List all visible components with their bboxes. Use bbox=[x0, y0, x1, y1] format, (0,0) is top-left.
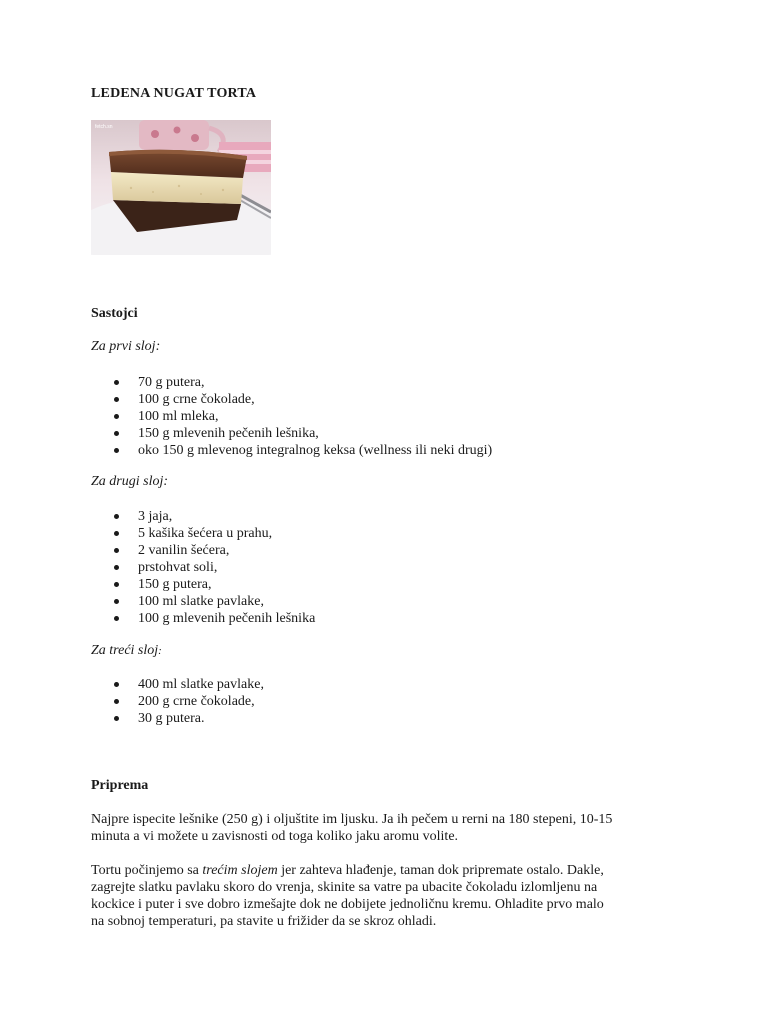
layer-2-ingredients bbox=[91, 508, 315, 627]
list-item: 200 g crne čokolade, bbox=[91, 693, 264, 710]
bullet-icon bbox=[114, 414, 119, 419]
list-item: 150 g putera, bbox=[91, 576, 315, 593]
bullet-icon bbox=[114, 616, 119, 621]
list-item: prstohvat soli, bbox=[91, 559, 315, 576]
preparation-heading: Priprema bbox=[91, 778, 149, 793]
list-item: 150 g mlevenih pečenih lešnika, bbox=[91, 425, 492, 442]
bullet-icon bbox=[114, 599, 119, 604]
layer-2-heading: Za drugi sloj: bbox=[91, 474, 169, 489]
bullet-icon bbox=[114, 397, 119, 402]
list-item: 100 g mlevenih pečenih lešnika bbox=[91, 610, 315, 627]
bullet-icon bbox=[114, 582, 119, 587]
preparation-paragraph-2: Tortu počinjemo sa trećim slojem jer zahteva hlađenje, taman dok pripremate ostalo. Dakle, zagrejte slatku pavlaku skoro do vrenja, skinite sa vatre pa ubacite čokoladu izlomljenu na kockice i puter i sve dobro izmešajte dok ne dobijete jednoličnu kremu. Ohladite prvo malo na sobnoj temperaturi, pa stavite u frižider da se skroz ohladi. bbox=[91, 863, 604, 929]
list-item: 100 ml mleka, bbox=[91, 408, 492, 425]
bullet-icon bbox=[114, 565, 119, 570]
layer-1-heading: Za prvi sloj: bbox=[91, 339, 161, 354]
bullet-icon bbox=[114, 716, 119, 721]
list-item: 5 kašika šećera u prahu, bbox=[91, 525, 315, 542]
cake-photo bbox=[91, 120, 271, 255]
layer-1-ingredients bbox=[91, 374, 492, 459]
cake-image bbox=[91, 120, 271, 255]
list-item: 3 jaja, bbox=[91, 508, 315, 525]
layer-3-ingredients bbox=[91, 676, 264, 727]
bullet-icon bbox=[114, 431, 119, 436]
list-item: 100 ml slatke pavlake, bbox=[91, 593, 315, 610]
bullet-icon bbox=[114, 531, 119, 536]
list-item: 400 ml slatke pavlake, bbox=[91, 676, 264, 693]
emphasis-text: trećim slojem bbox=[202, 863, 278, 878]
list-item: 70 g putera, bbox=[91, 374, 492, 391]
bullet-icon bbox=[114, 514, 119, 519]
photo-watermark: fetch.sn bbox=[95, 124, 113, 130]
list-item: 2 vanilin šećera, bbox=[91, 542, 315, 559]
bullet-icon bbox=[114, 448, 119, 453]
recipe-title: LEDENA NUGAT TORTA bbox=[91, 86, 257, 101]
list-item: 30 g putera. bbox=[91, 710, 264, 727]
preparation-paragraph-1: Najpre ispecite lešnike (250 g) i oljuštite im ljusku. Ja ih pečem u rerni na 180 stepeni, 10-15 minuta a vi možete u zavisnosti od toga koliko jaku aromu volite. bbox=[91, 812, 613, 844]
bullet-icon bbox=[114, 699, 119, 704]
bullet-icon bbox=[114, 380, 119, 385]
bullet-icon bbox=[114, 682, 119, 687]
layer-3-heading: Za treći sloj: bbox=[91, 643, 162, 658]
ingredients-heading: Sastojci bbox=[91, 306, 138, 321]
list-item: 100 g crne čokolade, bbox=[91, 391, 492, 408]
bullet-icon bbox=[114, 548, 119, 553]
list-item: oko 150 g mlevenog integralnog keksa (wellness ili neki drugi) bbox=[91, 442, 492, 459]
